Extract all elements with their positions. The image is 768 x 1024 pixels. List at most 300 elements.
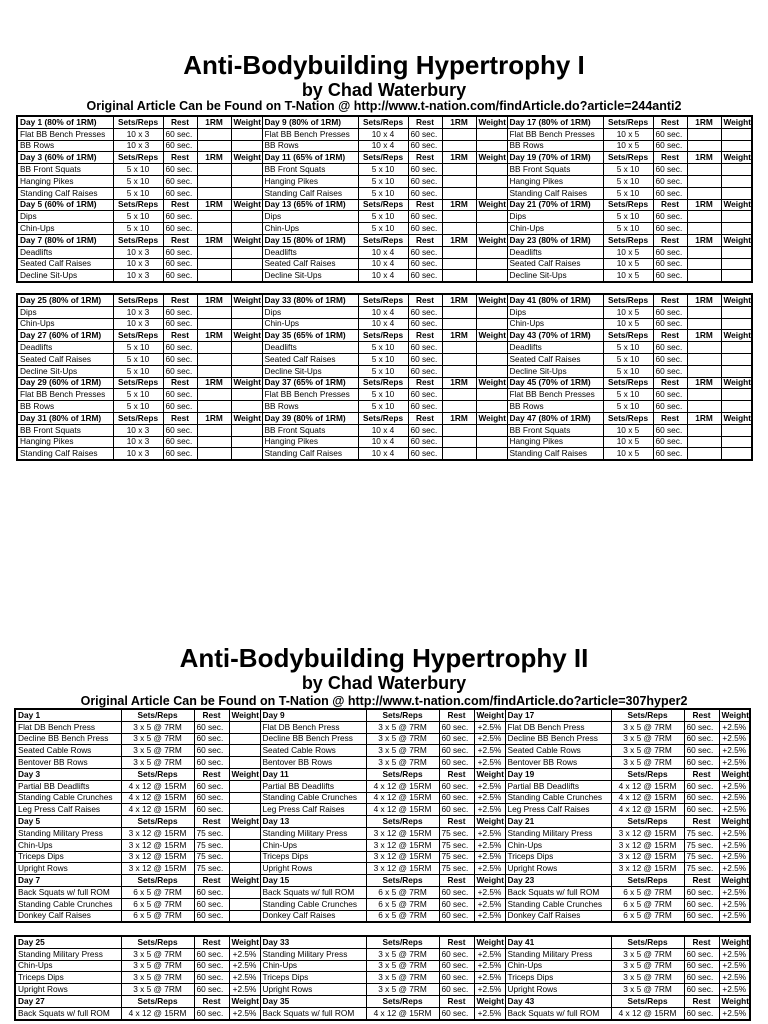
column-header: Sets/Reps [366,995,439,1007]
one-rm-cell[interactable] [442,211,476,223]
weight-cell[interactable] [231,306,262,318]
rest-cell: 60 sec. [408,223,442,235]
one-rm-cell[interactable] [442,318,476,330]
weight-cell[interactable] [721,401,752,413]
one-rm-cell[interactable] [442,270,476,282]
column-header: Weight [721,294,752,306]
sets-reps-cell: 5 x 10 [113,223,163,235]
exercise-name: Decline BB Bench Press [15,733,121,745]
day-label: Day 19 (70% of 1RM) [507,152,603,164]
sets-reps-cell: 3 x 5 @ 7RM [611,984,684,996]
day-label: Day 3 [15,768,121,780]
one-rm-cell[interactable] [197,175,231,187]
one-rm-cell[interactable] [442,365,476,377]
weight-cell[interactable] [721,270,752,282]
exercise-name: Triceps Dips [505,972,611,984]
exercise-name: Back Squats w/ full ROM [15,886,121,898]
one-rm-cell[interactable] [442,401,476,413]
one-rm-cell[interactable] [442,175,476,187]
exercise-name: Chin-Ups [17,318,113,330]
weight-cell[interactable] [231,187,262,199]
weight-cell[interactable] [721,365,752,377]
sets-reps-cell: 5 x 10 [603,187,653,199]
weight-cell[interactable] [231,342,262,354]
one-rm-cell[interactable] [197,270,231,282]
column-header: 1RM [687,294,721,306]
sets-reps-cell: 5 x 10 [113,175,163,187]
one-rm-cell[interactable] [442,342,476,354]
column-header: 1RM [442,330,476,342]
day-label: Day 35 (65% of 1RM) [262,330,358,342]
weight-cell[interactable] [721,128,752,140]
weight-cell[interactable] [231,353,262,365]
table-row [17,128,752,140]
column-header: Sets/Reps [113,199,163,211]
column-header: Rest [408,199,442,211]
one-rm-cell[interactable] [687,389,721,401]
column-header: Weight [721,412,752,424]
rest-cell: 60 sec. [439,898,474,910]
column-header: Weight [721,377,752,389]
exercise-name: Decline Sit-Ups [507,365,603,377]
day-header-row [15,709,750,721]
table-row [15,984,750,996]
weight-cell: +2.5% [474,960,505,972]
rest-cell: 60 sec. [439,1007,474,1019]
rest-cell: 60 sec. [163,164,197,176]
weight-cell[interactable] [476,436,507,448]
sets-reps-cell: 3 x 5 @ 7RM [121,733,194,745]
sets-reps-cell: 5 x 10 [603,223,653,235]
one-rm-cell[interactable] [197,342,231,354]
table-row [15,792,750,804]
one-rm-cell[interactable] [442,258,476,270]
sets-reps-cell: 5 x 10 [603,401,653,413]
sets-reps-cell: 3 x 12 @ 15RM [366,851,439,863]
doc2-source-link[interactable]: Original Article Can be Found on T-Nation @ http://www.t-nation.com/findArticle.do?article=307hyper2 [80,694,688,708]
exercise-name: Standing Military Press [505,948,611,960]
column-header: Sets/Reps [366,709,439,721]
weight-cell[interactable] [476,365,507,377]
weight-cell[interactable] [231,140,262,152]
one-rm-cell[interactable] [687,258,721,270]
sets-reps-cell: 10 x 4 [358,436,408,448]
weight-cell[interactable] [721,342,752,354]
column-header: Rest [163,330,197,342]
rest-cell: 60 sec. [439,886,474,898]
one-rm-cell[interactable] [687,140,721,152]
one-rm-cell[interactable] [197,164,231,176]
rest-cell: 60 sec. [439,721,474,733]
weight-cell: +2.5% [719,780,750,792]
one-rm-cell[interactable] [687,436,721,448]
weight-cell[interactable] [231,401,262,413]
one-rm-cell[interactable] [442,246,476,258]
day-label: Day 5 [15,816,121,828]
table-row [15,827,750,839]
exercise-name: Decline BB Bench Press [505,733,611,745]
exercise-name: Hanging Pikes [17,436,113,448]
table-row [17,401,752,413]
one-rm-cell[interactable] [197,424,231,436]
rest-cell: 60 sec. [439,757,474,769]
day-header-row [15,816,750,828]
rest-cell: 60 sec. [408,448,442,460]
rest-cell: 60 sec. [653,424,687,436]
exercise-name: Hanging Pikes [507,436,603,448]
exercise-name: Partial BB Deadlifts [505,780,611,792]
column-header: Weight [229,995,260,1007]
one-rm-cell[interactable] [197,223,231,235]
sets-reps-cell: 4 x 12 @ 15RM [121,1007,194,1019]
rest-cell: 60 sec. [163,448,197,460]
one-rm-cell[interactable] [687,448,721,460]
column-header: Weight [721,116,752,128]
exercise-name: Flat DB Bench Press [260,721,366,733]
day-label: Day 43 (70% of 1RM) [507,330,603,342]
sets-reps-cell: 10 x 5 [603,318,653,330]
one-rm-cell[interactable] [687,128,721,140]
one-rm-cell[interactable] [687,342,721,354]
one-rm-cell[interactable] [687,187,721,199]
day-header-row [17,377,752,389]
table-row [15,804,750,816]
weight-cell: +2.5% [474,898,505,910]
column-header: Sets/Reps [358,412,408,424]
weight-cell: +2.5% [229,984,260,996]
sets-reps-cell: 5 x 10 [113,365,163,377]
one-rm-cell[interactable] [687,211,721,223]
one-rm-cell[interactable] [687,223,721,235]
weight-cell[interactable] [721,318,752,330]
sets-reps-cell: 10 x 5 [603,424,653,436]
one-rm-cell[interactable] [197,389,231,401]
exercise-name: Decline BB Bench Press [260,733,366,745]
weight-cell[interactable] [476,164,507,176]
one-rm-cell[interactable] [687,401,721,413]
weight-cell[interactable] [721,223,752,235]
rest-cell: 60 sec. [194,721,229,733]
column-header: Rest [653,330,687,342]
one-rm-cell[interactable] [442,448,476,460]
exercise-name: Chin-Ups [507,318,603,330]
one-rm-cell[interactable] [687,365,721,377]
rest-cell: 60 sec. [408,318,442,330]
rest-cell: 60 sec. [194,960,229,972]
sets-reps-cell: 10 x 3 [113,128,163,140]
sets-reps-cell: 10 x 5 [603,258,653,270]
exercise-name: Chin-Ups [260,960,366,972]
weight-cell[interactable] [231,211,262,223]
weight-cell: +2.5% [719,839,750,851]
exercise-name: Upright Rows [260,984,366,996]
doc1-source-link[interactable]: Original Article Can be Found on T-Nation @ http://www.t-nation.com/findArticle.do?article=244anti2 [86,99,682,113]
exercise-name: BB Front Squats [262,424,358,436]
weight-cell[interactable] [476,306,507,318]
exercise-name: Chin-Ups [17,223,113,235]
column-header: Weight [229,768,260,780]
column-header: Sets/Reps [611,768,684,780]
rest-cell: 60 sec. [684,780,719,792]
rest-cell: 60 sec. [653,353,687,365]
rest-cell: 60 sec. [163,258,197,270]
weight-cell[interactable] [721,306,752,318]
weight-cell: +2.5% [719,1007,750,1019]
weight-cell[interactable] [721,448,752,460]
exercise-name: BB Rows [507,401,603,413]
exercise-name: BB Front Squats [507,164,603,176]
one-rm-cell[interactable] [442,128,476,140]
weight-cell[interactable] [721,258,752,270]
weight-cell: +2.5% [474,984,505,996]
weight-cell[interactable] [231,448,262,460]
sets-reps-cell: 3 x 12 @ 15RM [366,863,439,875]
column-header: 1RM [687,377,721,389]
column-header: 1RM [197,234,231,246]
column-header: Rest [163,199,197,211]
one-rm-cell[interactable] [442,353,476,365]
column-header: Rest [194,768,229,780]
weight-cell [229,792,260,804]
one-rm-cell[interactable] [442,140,476,152]
weight-cell[interactable] [476,140,507,152]
rest-cell: 60 sec. [163,424,197,436]
one-rm-cell[interactable] [197,128,231,140]
sets-reps-cell: 10 x 4 [358,270,408,282]
sets-reps-cell: 10 x 4 [358,246,408,258]
one-rm-cell[interactable] [197,318,231,330]
column-header: Sets/Reps [611,875,684,887]
one-rm-cell[interactable] [687,175,721,187]
one-rm-cell[interactable] [442,187,476,199]
weight-cell: +2.5% [719,898,750,910]
exercise-name: Upright Rows [15,863,121,875]
weight-cell [229,863,260,875]
weight-cell[interactable] [721,140,752,152]
one-rm-cell[interactable] [442,164,476,176]
weight-cell[interactable] [231,175,262,187]
one-rm-cell[interactable] [442,223,476,235]
rest-cell: 60 sec. [163,187,197,199]
rest-cell: 75 sec. [684,839,719,851]
column-header: Rest [408,152,442,164]
weight-cell[interactable] [476,246,507,258]
column-header: Sets/Reps [358,199,408,211]
exercise-name: Standing Military Press [15,948,121,960]
exercise-name: Flat DB Bench Press [15,721,121,733]
weight-cell[interactable] [721,389,752,401]
rest-cell: 75 sec. [439,827,474,839]
sets-reps-cell: 3 x 5 @ 7RM [121,757,194,769]
weight-cell[interactable] [231,424,262,436]
rest-cell: 60 sec. [653,270,687,282]
sets-reps-cell: 5 x 10 [113,389,163,401]
column-header: Weight [231,199,262,211]
column-header: 1RM [687,199,721,211]
exercise-name: Standing Calf Raises [17,187,113,199]
column-header: Sets/Reps [611,995,684,1007]
weight-cell[interactable] [231,436,262,448]
sets-reps-cell: 3 x 12 @ 15RM [366,839,439,851]
one-rm-cell[interactable] [197,258,231,270]
rest-cell: 60 sec. [163,175,197,187]
weight-cell [229,757,260,769]
weight-cell[interactable] [231,318,262,330]
sets-reps-cell: 3 x 5 @ 7RM [121,948,194,960]
sets-reps-cell: 3 x 5 @ 7RM [366,733,439,745]
one-rm-cell[interactable] [197,365,231,377]
exercise-name: Standing Cable Crunches [505,792,611,804]
column-header: 1RM [687,412,721,424]
exercise-name: Hanging Pikes [262,436,358,448]
weight-cell[interactable] [231,270,262,282]
rest-cell: 60 sec. [408,389,442,401]
column-header: Weight [476,199,507,211]
rest-cell: 60 sec. [408,306,442,318]
sets-reps-cell: 10 x 5 [603,306,653,318]
weight-cell: +2.5% [474,863,505,875]
column-header: Sets/Reps [358,294,408,306]
rest-cell: 60 sec. [408,258,442,270]
weight-cell[interactable] [721,211,752,223]
one-rm-cell[interactable] [197,246,231,258]
weight-cell[interactable] [231,246,262,258]
weight-cell[interactable] [231,365,262,377]
rest-cell: 60 sec. [163,140,197,152]
one-rm-cell[interactable] [197,187,231,199]
exercise-name: Bentover BB Rows [260,757,366,769]
one-rm-cell[interactable] [687,246,721,258]
exercise-name: Dips [507,306,603,318]
sets-reps-cell: 6 x 5 @ 7RM [611,898,684,910]
weight-cell: +2.5% [474,886,505,898]
weight-cell[interactable] [476,401,507,413]
sets-reps-cell: 10 x 4 [358,306,408,318]
one-rm-cell[interactable] [442,306,476,318]
weight-cell[interactable] [721,187,752,199]
exercise-name: Back Squats w/ full ROM [260,1007,366,1019]
weight-cell: +2.5% [474,948,505,960]
exercise-name: Chin-Ups [505,960,611,972]
weight-cell: +2.5% [719,804,750,816]
exercise-name: Hanging Pikes [262,175,358,187]
table-row [15,1007,750,1019]
column-header: 1RM [442,116,476,128]
day-label: Day 21 [505,816,611,828]
weight-cell[interactable] [231,258,262,270]
column-header: Sets/Reps [358,116,408,128]
weight-cell[interactable] [721,164,752,176]
column-header: Rest [439,936,474,948]
weight-cell[interactable] [721,175,752,187]
weight-cell[interactable] [476,389,507,401]
column-header: Sets/Reps [113,330,163,342]
rest-cell: 60 sec. [408,187,442,199]
weight-cell[interactable] [721,246,752,258]
weight-cell[interactable] [476,175,507,187]
column-header: Rest [684,995,719,1007]
exercise-name: Triceps Dips [260,972,366,984]
day-label: Day 23 [505,875,611,887]
sets-reps-cell: 3 x 5 @ 7RM [366,972,439,984]
weight-cell[interactable] [476,223,507,235]
one-rm-cell[interactable] [442,424,476,436]
one-rm-cell[interactable] [442,436,476,448]
weight-cell[interactable] [231,389,262,401]
sets-reps-cell: 6 x 5 @ 7RM [366,886,439,898]
sets-reps-cell: 3 x 12 @ 15RM [366,827,439,839]
weight-cell[interactable] [721,436,752,448]
weight-cell: +2.5% [229,972,260,984]
one-rm-cell[interactable] [197,401,231,413]
weight-cell[interactable] [231,164,262,176]
weight-cell[interactable] [476,258,507,270]
exercise-name: Triceps Dips [505,851,611,863]
one-rm-cell[interactable] [687,306,721,318]
column-header: Rest [163,152,197,164]
weight-cell[interactable] [476,211,507,223]
weight-cell: +2.5% [719,948,750,960]
weight-cell[interactable] [476,187,507,199]
sets-reps-cell: 4 x 12 @ 15RM [366,1007,439,1019]
rest-cell: 60 sec. [653,164,687,176]
table-row [17,258,752,270]
sets-reps-cell: 3 x 12 @ 15RM [611,839,684,851]
one-rm-cell[interactable] [197,140,231,152]
one-rm-cell[interactable] [197,436,231,448]
column-header: Sets/Reps [121,995,194,1007]
rest-cell: 60 sec. [684,792,719,804]
exercise-name: Standing Calf Raises [262,448,358,460]
day-label: Day 41 [505,936,611,948]
day-label: Day 23 (80% of 1RM) [507,234,603,246]
one-rm-cell[interactable] [687,424,721,436]
column-header: Rest [194,816,229,828]
rest-cell: 60 sec. [684,745,719,757]
one-rm-cell[interactable] [687,353,721,365]
one-rm-cell[interactable] [197,211,231,223]
weight-cell[interactable] [476,318,507,330]
weight-cell[interactable] [476,448,507,460]
weight-cell[interactable] [476,424,507,436]
weight-cell[interactable] [476,128,507,140]
exercise-name: Dips [262,211,358,223]
weight-cell[interactable] [721,424,752,436]
weight-cell[interactable] [476,270,507,282]
exercise-name: BB Rows [17,140,113,152]
one-rm-cell[interactable] [197,306,231,318]
weight-cell[interactable] [476,353,507,365]
day-label: Day 41 (80% of 1RM) [507,294,603,306]
exercise-name: Deadlifts [262,246,358,258]
weight-cell[interactable] [231,128,262,140]
one-rm-cell[interactable] [687,164,721,176]
column-header: Sets/Reps [113,377,163,389]
weight-cell: +2.5% [474,745,505,757]
one-rm-cell[interactable] [197,448,231,460]
weight-cell[interactable] [721,353,752,365]
doc1-byline: by Chad Waterbury [301,80,467,100]
one-rm-cell[interactable] [687,270,721,282]
one-rm-cell[interactable] [197,353,231,365]
one-rm-cell[interactable] [442,389,476,401]
sets-reps-cell: 5 x 10 [358,365,408,377]
sets-reps-cell: 3 x 12 @ 15RM [121,839,194,851]
weight-cell[interactable] [231,223,262,235]
one-rm-cell[interactable] [687,318,721,330]
table-row [17,342,752,354]
weight-cell[interactable] [476,342,507,354]
